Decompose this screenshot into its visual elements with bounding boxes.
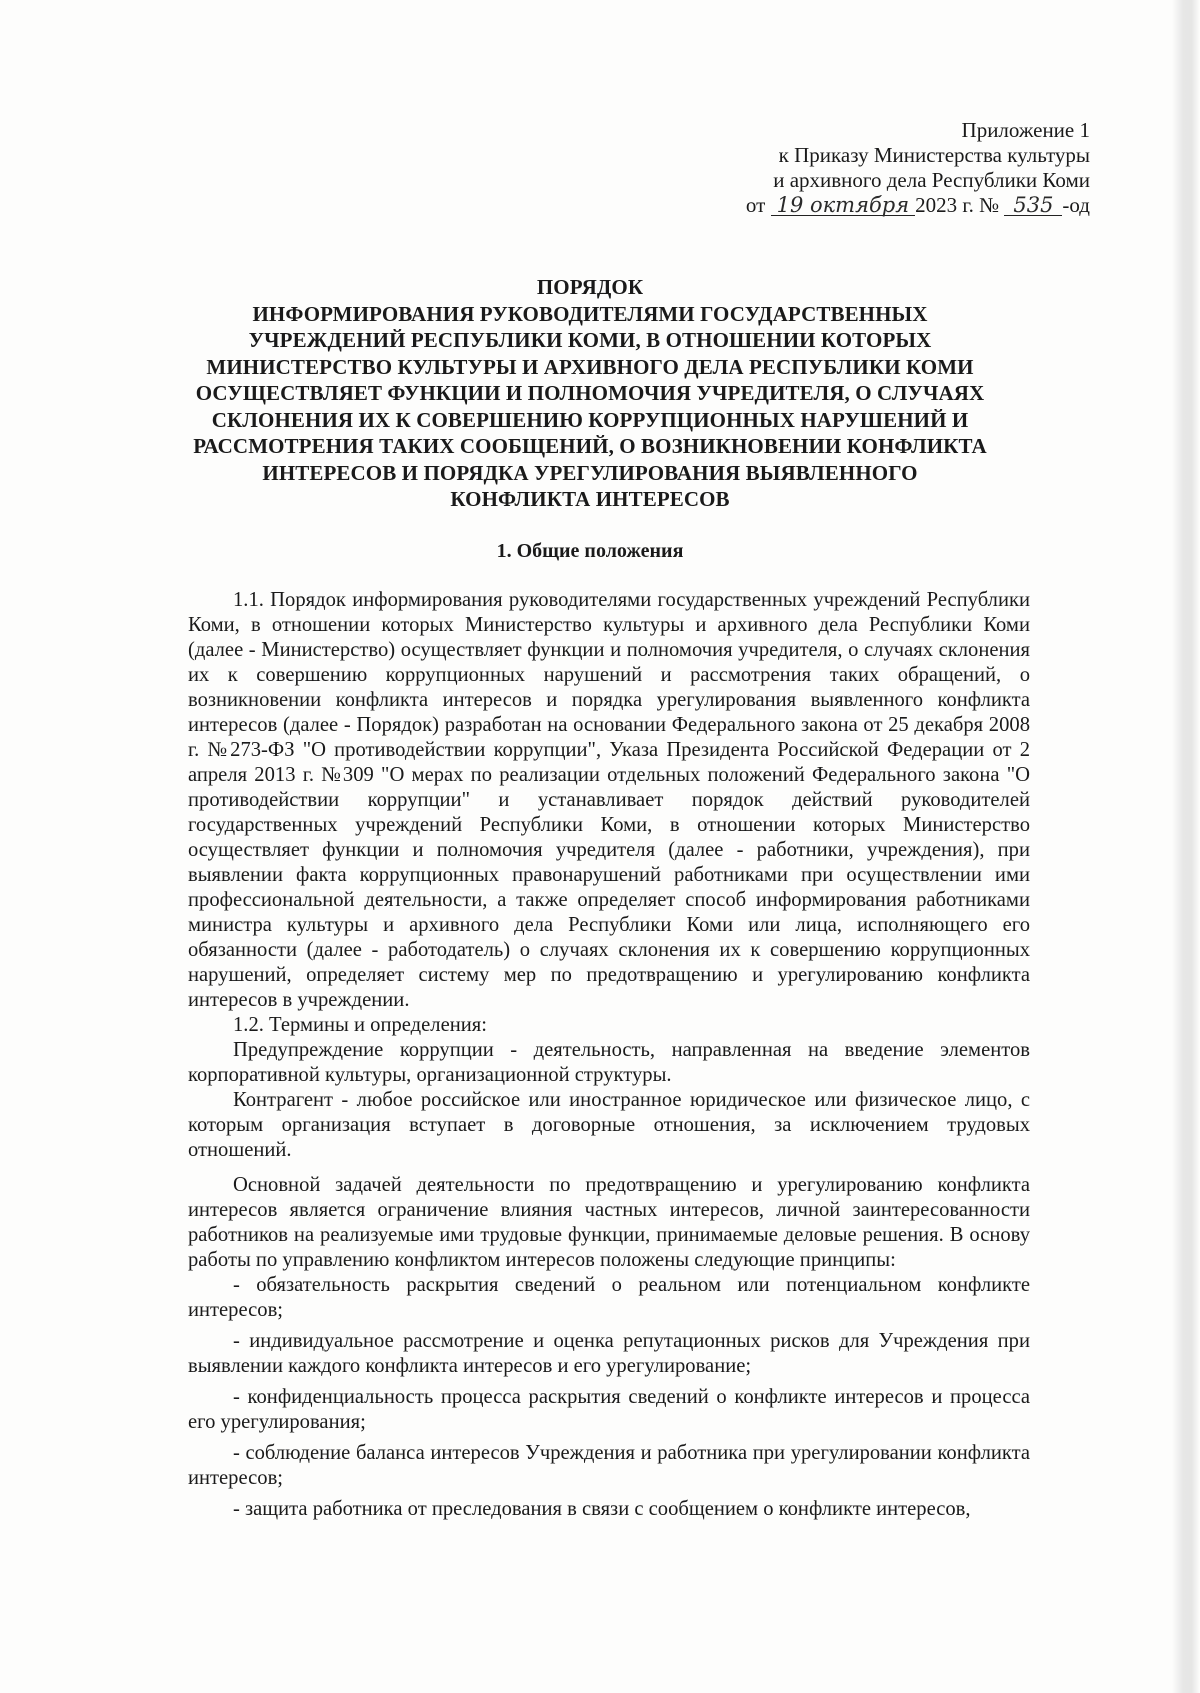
appendix-line-3: и архивного дела Республики Коми [773,168,1090,192]
appendix-line-2: к Приказу Министерства культуры [778,143,1090,167]
title-line: КОНФЛИКТА ИНТЕРЕСОВ [450,487,730,511]
appendix-date-line [746,193,1090,218]
document-body [188,588,1030,1522]
title-line: МИНИСТЕРСТВО КУЛЬТУРЫ И АРХИВНОГО ДЕЛА РЕСПУБЛИКИ КОМИ [206,354,974,379]
title-line: ИНТЕРЕСОВ И ПОРЯДКА УРЕГУЛИРОВАНИЯ ВЫЯВЛЕННОГО [262,460,918,485]
date-prefix: от [745,193,766,217]
paragraph: - конфиденциальность процесса раскрытия сведений о конфликте интересов и процесса его урегулирования; [188,1386,1030,1433]
title-line: ИНФОРМИРОВАНИЯ РУКОВОДИТЕЛЯМИ ГОСУДАРСТВЕННЫХ [252,301,928,326]
handwritten-number: 535 [1004,195,1062,216]
title-line: РАССМОТРЕНИЯ ТАКИХ СООБЩЕНИЙ, О ВОЗНИКНОВЕНИИ КОНФЛИКТА [193,434,987,458]
paragraph: 1.2. Термины и определения: [233,1014,487,1036]
paragraph: - соблюдение баланса интересов Учреждения и работника при урегулировании конфликта интересов; [188,1442,1030,1489]
handwritten-date: 19 октября [771,195,916,216]
year-text: 2023 г. № [915,193,1000,217]
paragraph: 1.1. Порядок информирования руководителями государственных учреждений Республики Коми, в отношении которых Министерство культуры и архивного дела Республики Коми (далее - Министерство) осуществляет функции и полномочия учредителя, о случаях склонения их к совершению коррупционных нарушений и рассмотрения таких обращений, о возникновении конфликта интересов и порядка урегулирования выявленного конфликта интересов (далее - Порядок) разработан на основании Федерального закона от 25 декабря 2008 г. №273-ФЗ "О противодействии коррупции", Указа Президента Российской Федерации от 2 апреля 2013 г. №309 "О мерах по реализации отдельных положений Федерального закона "О противодействии коррупции" и устанавливает порядок действий руководителей государственных учреждений Республики Коми, в отношении которых Министерство осуществляет функции и полномочия учредителя (далее - работники, учреждения), при выявлении факта коррупционных правонарушений работниками при осуществлении ими профессиональной деятельности, а также определяет способ информирования работниками министра культуры и архивного дела Республики Коми или лица, исполняющего его обязанности (далее - работодатель) о случаях склонения их к совершению коррупционных нарушений, определяет систему мер по предотвращению и урегулированию конфликта интересов в учреждении. [188,589,1030,1011]
paragraph: Основной задачей деятельности по предотвращению и урегулированию конфликта интересов является ограничение влияния частных интересов, личной заинтересованности работников на реализуемые ими трудовые функции, принимаемые деловые решения. В основу работы по управлению конфликтом интересов положены следующие принципы: [188,1174,1030,1271]
appendix-header [746,118,1090,218]
title-main: ПОРЯДОК [536,275,644,299]
title-line: ОСУЩЕСТВЛЯЕТ ФУНКЦИИ И ПОЛНОМОЧИЯ УЧРЕДИТЕЛЯ, О СЛУЧАЯХ [195,381,985,405]
title-line: УЧРЕЖДЕНИЙ РЕСПУБЛИКИ КОМИ, В ОТНОШЕНИИ КОТОРЫХ [248,328,932,352]
section-heading: 1. Общие положения [496,540,684,562]
title-line: СКЛОНЕНИЯ ИХ К СОВЕРШЕНИЮ КОРРУПЦИОННЫХ НАРУШЕНИЙ И [211,407,969,432]
scan-edge [1172,0,1200,1693]
paragraph: Контрагент - любое российское или иностранное юридическое или физическое лицо, с которым организация вступает в договорные отношения, за исключением трудовых отношений. [188,1089,1030,1161]
order-suffix: -од [1062,193,1090,217]
paragraph: - защита работника от преследования в связи с сообщением о конфликте интересов, [233,1498,971,1520]
document-title [150,274,1030,513]
paragraph: Предупреждение коррупции - деятельность, направленная на введение элементов корпоративной культуры, организационной структуры. [188,1039,1030,1086]
appendix-line-1: Приложение 1 [961,118,1090,142]
paragraph: - обязательность раскрытия сведений о реальном или потенциальном конфликте интересов; [188,1274,1030,1321]
paragraph: - индивидуальное рассмотрение и оценка репутационных рисков для Учреждения при выявлении каждого конфликта интересов и его урегулирование; [188,1330,1030,1377]
